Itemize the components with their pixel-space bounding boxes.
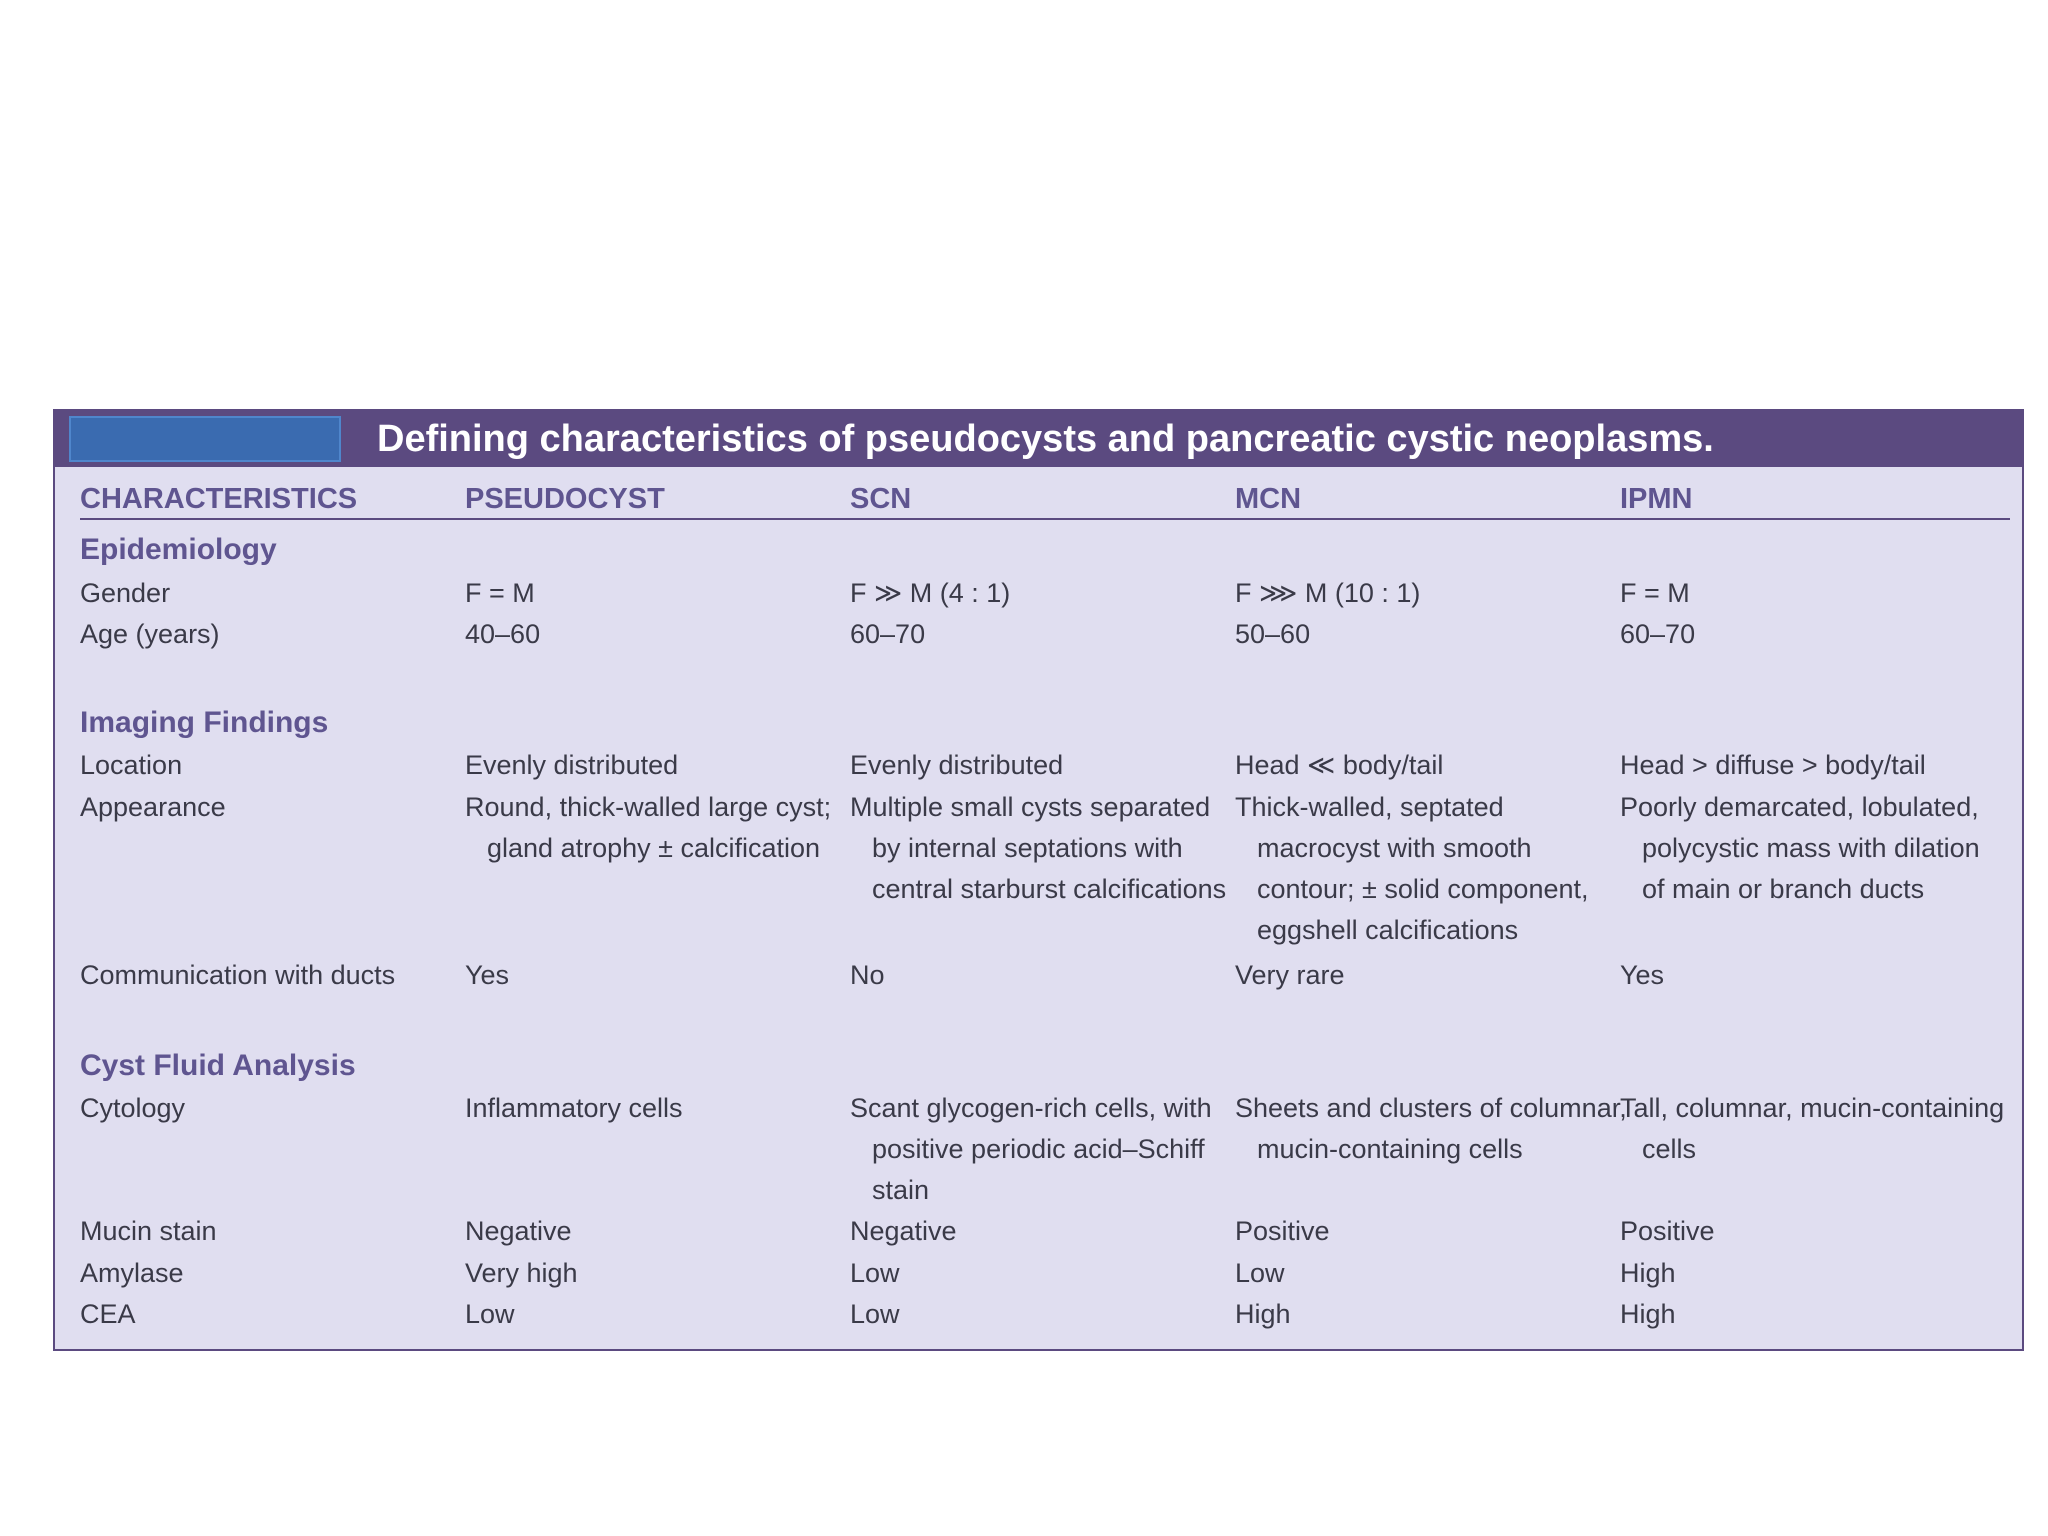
- cell-location-mcn: Head ≪ body/tail: [1235, 750, 1444, 780]
- cell-cea-ipmn: High: [1620, 1299, 1676, 1329]
- cell-appearance-scn: [850, 787, 1226, 910]
- cell-age-mcn: 50–60: [1235, 619, 1311, 649]
- column-header-characteristics: CHARACTERISTICS: [80, 483, 358, 515]
- row-label-location: Location: [80, 750, 183, 780]
- cell-line: Round, thick-walled large cyst;: [465, 792, 832, 822]
- cell-line: eggshell calcifications: [1257, 915, 1519, 945]
- cell-cytology-scn: [850, 1088, 1212, 1211]
- cell-line: cells: [1642, 1134, 1697, 1164]
- row-label-cytology: Cytology: [80, 1093, 186, 1123]
- row-label-gender: Gender: [80, 578, 171, 608]
- cell-amylase-scn: Low: [850, 1258, 900, 1288]
- cell-gender-mcn: F ⋙ M (10 : 1): [1235, 578, 1421, 608]
- table-title: Defining characteristics of pseudocysts and pancreatic cystic neoplasms.: [377, 418, 1714, 460]
- cell-line: by internal septations with: [872, 833, 1183, 863]
- cell-cea-mcn: High: [1235, 1299, 1291, 1329]
- title-bar: [55, 411, 2022, 467]
- row-label-mucin: Mucin stain: [80, 1216, 217, 1246]
- cell-age-scn: 60–70: [850, 619, 926, 649]
- cell-line: gland atrophy ± calcification: [487, 833, 821, 863]
- cell-gender-scn: F ≫ M (4 : 1): [850, 578, 1011, 608]
- column-header-mcn: MCN: [1235, 483, 1302, 515]
- cell-line: Inflammatory cells: [465, 1093, 683, 1123]
- cell-mucin-ipmn: Positive: [1620, 1216, 1715, 1246]
- column-header-row: [80, 480, 2010, 520]
- cell-line: of main or branch ducts: [1642, 874, 1925, 904]
- cell-communication-scn: No: [850, 960, 885, 990]
- column-header-scn: SCN: [850, 483, 912, 515]
- cell-appearance-ipmn: [1620, 787, 1980, 910]
- cell-line: macrocyst with smooth: [1257, 833, 1532, 863]
- cell-cytology-ipmn: [1620, 1088, 2004, 1170]
- cell-line: central starburst calcifications: [872, 874, 1227, 904]
- section-title-epidemiology: Epidemiology: [80, 533, 277, 566]
- cell-location-ipmn: Head > diffuse > body/tail: [1620, 750, 1926, 780]
- title-accent-block: [69, 416, 341, 462]
- cell-appearance-mcn: [1235, 787, 1589, 951]
- cell-cytology-mcn: [1235, 1088, 1627, 1170]
- cell-line: Sheets and clusters of columnar,: [1235, 1093, 1627, 1123]
- cell-line: Thick-walled, septated: [1235, 792, 1504, 822]
- row-label-appearance: Appearance: [80, 792, 226, 822]
- cell-mucin-mcn: Positive: [1235, 1216, 1330, 1246]
- cell-location-scn: Evenly distributed: [850, 750, 1064, 780]
- table-figure: [53, 409, 2024, 1351]
- cell-appearance-pseudocyst: [465, 787, 831, 869]
- cell-amylase-pseudocyst: Very high: [465, 1258, 578, 1288]
- cell-age-ipmn: 60–70: [1620, 619, 1696, 649]
- cell-line: Scant glycogen-rich cells, with: [850, 1093, 1212, 1123]
- cell-mucin-scn: Negative: [850, 1216, 957, 1246]
- cell-gender-pseudocyst: F = M: [465, 578, 535, 608]
- cell-communication-pseudocyst: Yes: [465, 960, 510, 990]
- cell-communication-mcn: Very rare: [1235, 960, 1345, 990]
- cell-cytology-pseudocyst: [465, 1088, 683, 1129]
- cell-amylase-mcn: Low: [1235, 1258, 1285, 1288]
- cell-line: Multiple small cysts separated: [850, 792, 1211, 822]
- cell-communication-ipmn: Yes: [1620, 960, 1665, 990]
- cell-cea-scn: Low: [850, 1299, 900, 1329]
- cell-amylase-ipmn: High: [1620, 1258, 1676, 1288]
- section-title-imaging: Imaging Findings: [80, 706, 329, 739]
- cell-line: Tall, columnar, mucin-containing: [1620, 1093, 2005, 1123]
- cell-line: mucin-containing cells: [1257, 1134, 1523, 1164]
- cell-line: Poorly demarcated, lobulated,: [1620, 792, 1979, 822]
- row-label-communication: Communication with ducts: [80, 960, 396, 990]
- cell-gender-ipmn: F = M: [1620, 578, 1690, 608]
- cell-line: contour; ± solid component,: [1257, 874, 1589, 904]
- column-header-ipmn: IPMN: [1620, 483, 1693, 515]
- cell-mucin-pseudocyst: Negative: [465, 1216, 572, 1246]
- row-label-cea: CEA: [80, 1299, 136, 1329]
- cell-line: stain: [872, 1175, 930, 1205]
- cell-age-pseudocyst: 40–60: [465, 619, 541, 649]
- column-header-pseudocyst: PSEUDOCYST: [465, 483, 665, 515]
- cell-line: polycystic mass with dilation: [1642, 833, 1980, 863]
- row-label-age: Age (years): [80, 619, 220, 649]
- row-label-amylase: Amylase: [80, 1258, 184, 1288]
- section-title-fluid: Cyst Fluid Analysis: [80, 1049, 356, 1082]
- cell-location-pseudocyst: Evenly distributed: [465, 750, 679, 780]
- cell-cea-pseudocyst: Low: [465, 1299, 515, 1329]
- cell-line: positive periodic acid–Schiff: [872, 1134, 1205, 1164]
